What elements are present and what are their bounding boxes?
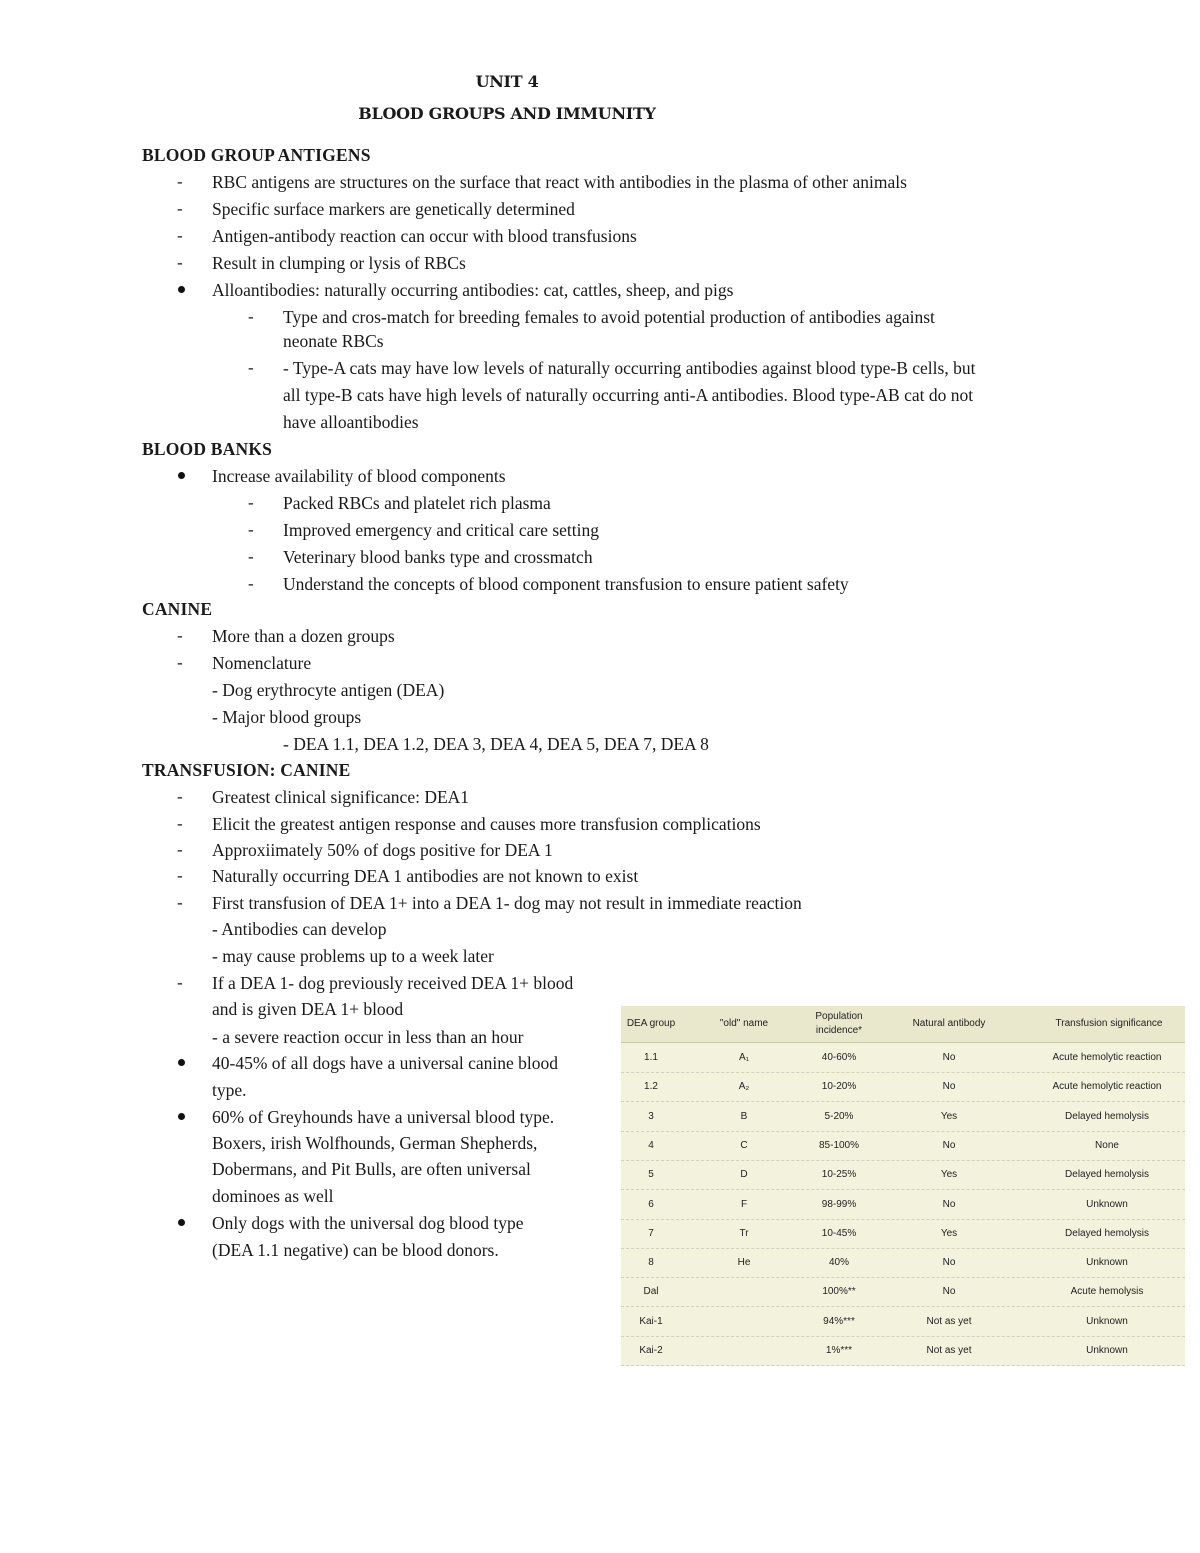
table-cell: Kai-2 — [639, 1345, 663, 1356]
sub-list-item: Packed RBCs and platelet rich plasma — [283, 493, 551, 513]
table-cell — [699, 1336, 789, 1365]
dash-marker: - — [177, 626, 183, 645]
dash-marker: - — [177, 814, 183, 833]
table-cell: Unknown — [1086, 1345, 1128, 1356]
dash-marker: - — [177, 226, 183, 245]
list-item-continued: (DEA 1.1 negative) can be blood donors. — [212, 1240, 499, 1260]
table-row — [621, 1043, 1185, 1073]
table-cell: A₂ — [738, 1081, 750, 1093]
table-row — [621, 1307, 1185, 1337]
dash-marker: - — [248, 520, 254, 539]
table-cell: 94%*** — [823, 1315, 855, 1327]
list-item: Greatest clinical significance: DEA1 — [212, 787, 470, 807]
table-cell: 4 — [648, 1139, 654, 1151]
list-item: Alloantibodies: naturally occurring antibodies: cat, cattles, sheep, and pigs — [212, 280, 734, 300]
table-cell: 10-25% — [821, 1169, 857, 1181]
sub-list-item-continued: neonate RBCs — [283, 331, 384, 351]
table-row — [621, 1102, 1185, 1132]
bullet-marker — [178, 1059, 185, 1066]
list-item-continued: and is given DEA 1+ blood — [212, 999, 404, 1019]
bullet-marker — [178, 1219, 185, 1226]
table-cell: 1.1 — [644, 1052, 658, 1063]
bullet-marker — [178, 472, 185, 479]
table-cell: No — [942, 1052, 956, 1063]
table-cell: 10-20% — [821, 1081, 857, 1093]
table-cell: 3 — [648, 1110, 654, 1122]
table-cell: 5 — [648, 1169, 654, 1181]
list-item-detail: - Antibodies can develop — [212, 919, 387, 939]
dash-marker: - — [177, 653, 183, 672]
dash-marker: - — [177, 866, 183, 885]
list-item-detail: - DEA 1.1, DEA 1.2, DEA 3, DEA 4, DEA 5, DEA 7, DEA 8 — [283, 734, 709, 754]
dash-marker: - — [177, 787, 183, 806]
table-cell: 8 — [648, 1257, 654, 1269]
table-row — [621, 1072, 1185, 1102]
table-cell: 5-20% — [824, 1110, 854, 1122]
list-item-continued: type. — [212, 1080, 247, 1100]
table-row — [621, 1190, 1185, 1220]
table-cell: Unknown — [1086, 1257, 1128, 1269]
list-item-continued: Dobermans, and Pit Bulls, are often universal — [212, 1159, 531, 1179]
list-item: RBC antigens are structures on the surface that react with antibodies in the plasma of other animals — [212, 172, 907, 192]
table-cell: No — [942, 1198, 956, 1210]
dash-marker: - — [177, 253, 183, 272]
table-cell: Not as yet — [926, 1315, 972, 1327]
table-cell: 1.2 — [644, 1081, 658, 1093]
dash-marker: - — [248, 547, 254, 566]
table-cell: 40% — [828, 1257, 849, 1269]
table-cell: Yes — [940, 1169, 958, 1181]
list-item-detail: - Major blood groups — [212, 707, 362, 727]
column-header: "old" name — [719, 1018, 769, 1029]
table-cell: Acute hemolytic reaction — [1052, 1081, 1162, 1093]
list-item-detail: - may cause problems up to a week later — [212, 946, 494, 966]
sub-list-item: - Type-A cats may have low levels of naturally occurring antibodies against blood type-B cells, but — [283, 358, 976, 378]
list-item: Increase availability of blood components — [212, 466, 506, 486]
table-cell: 7 — [648, 1227, 654, 1239]
list-item-continued: dominoes as well — [212, 1186, 334, 1206]
column-header: Population incidence* — [815, 1011, 863, 1036]
list-item: Specific surface markers are genetically determined — [212, 199, 575, 219]
section-heading-antigens: BLOOD GROUP ANTIGENS — [142, 145, 371, 165]
column-header: DEA group — [626, 1018, 676, 1029]
table-cell: Not as yet — [926, 1345, 972, 1356]
table-cell: 85-100% — [818, 1139, 860, 1151]
table-cell: Unknown — [1086, 1315, 1128, 1327]
list-item: Elicit the greatest antigen response and causes more transfusion complications — [212, 814, 761, 834]
table-cell: Yes — [940, 1110, 958, 1122]
sub-list-item-continued: all type-B cats have high levels of naturally occurring anti-A antibodies. Blood type-AB cat do not — [283, 385, 974, 405]
dash-marker: - — [177, 893, 183, 912]
table-row — [621, 1219, 1185, 1249]
list-item: First transfusion of DEA 1+ into a DEA 1- dog may not result in immediate reaction — [212, 893, 802, 913]
table-cell: Yes — [940, 1227, 958, 1239]
table-row — [621, 1160, 1185, 1190]
list-item: If a DEA 1- dog previously received DEA 1+ blood — [212, 973, 574, 993]
table-row — [621, 1248, 1185, 1278]
unit-title: UNIT 4 — [475, 72, 539, 91]
list-item: 40-45% of all dogs have a universal canine blood — [212, 1053, 559, 1073]
table-cell: A₁ — [738, 1052, 750, 1063]
dash-marker: - — [177, 973, 183, 992]
list-item: 60% of Greyhounds have a universal blood type. — [212, 1107, 555, 1127]
dash-marker: - — [177, 172, 183, 191]
dash-marker: - — [177, 199, 183, 218]
table-cell: Kai-1 — [639, 1315, 663, 1327]
table-cell: Tr — [739, 1227, 749, 1239]
list-item-detail: - Dog erythrocyte antigen (DEA) — [212, 680, 445, 700]
list-item-detail: - a severe reaction occur in less than an hour — [212, 1027, 524, 1047]
table-cell: None — [1095, 1139, 1119, 1151]
table-cell: B — [740, 1110, 748, 1122]
table-cell: No — [942, 1257, 956, 1269]
sub-list-item-continued: have alloantibodies — [283, 412, 419, 432]
table-cell: 40-60% — [821, 1052, 857, 1063]
table-cell — [699, 1277, 789, 1306]
section-heading-canine: CANINE — [142, 599, 213, 619]
table-header-row — [621, 1006, 1185, 1043]
section-heading-banks: BLOOD BANKS — [142, 439, 273, 459]
dash-marker: - — [248, 493, 254, 512]
sub-list-item: Understand the concepts of blood component transfusion to ensure patient safety — [283, 574, 849, 594]
table-cell: Unknown — [1086, 1198, 1128, 1210]
table-cell: He — [737, 1257, 751, 1269]
table-cell: F — [740, 1198, 748, 1210]
sub-list-item: Veterinary blood banks type and crossmatch — [283, 547, 593, 567]
list-item: Nomenclature — [212, 653, 312, 673]
dash-marker: - — [248, 574, 254, 593]
list-item: More than a dozen groups — [212, 626, 395, 646]
sub-list-item: Type and cros-match for breeding females to avoid potential production of antibodies against — [283, 307, 935, 327]
table-row — [621, 1131, 1185, 1161]
table-cell: Delayed hemolysis — [1065, 1227, 1149, 1239]
table-cell: Delayed hemolysis — [1065, 1110, 1149, 1122]
list-item: Approxiimately 50% of dogs positive for DEA 1 — [212, 840, 553, 860]
sub-list-item: Improved emergency and critical care setting — [283, 520, 599, 540]
column-header: Transfusion significance — [1055, 1018, 1163, 1029]
table-cell: 10-45% — [821, 1227, 857, 1239]
dash-marker: - — [177, 840, 183, 859]
table-cell — [699, 1307, 789, 1336]
dash-marker: - — [248, 307, 254, 326]
table-cell: 6 — [648, 1198, 654, 1210]
list-item-continued: Boxers, irish Wolfhounds, German Shepherds, — [212, 1133, 538, 1153]
dea-blood-group-table — [621, 1006, 1185, 1366]
list-item: Result in clumping or lysis of RBCs — [212, 253, 466, 273]
table-cell: No — [942, 1081, 956, 1093]
table-row — [621, 1277, 1185, 1307]
document-subtitle: BLOOD GROUPS AND IMMUNITY — [358, 104, 656, 123]
table-cell: Dal — [643, 1286, 659, 1298]
table-row — [621, 1336, 1185, 1366]
table-cell: No — [942, 1139, 956, 1151]
list-item: Naturally occurring DEA 1 antibodies are not known to exist — [212, 866, 639, 886]
dash-marker: - — [248, 358, 254, 377]
list-item: Only dogs with the universal dog blood type — [212, 1213, 524, 1233]
column-header: Natural antibody — [912, 1018, 986, 1029]
table-cell: 1%*** — [825, 1345, 853, 1356]
table-cell: Delayed hemolysis — [1065, 1169, 1149, 1181]
table-cell: D — [740, 1169, 748, 1181]
list-item: Antigen-antibody reaction can occur with blood transfusions — [212, 226, 637, 246]
section-heading-transfusion: TRANSFUSION: CANINE — [142, 760, 351, 780]
table-cell: C — [740, 1139, 748, 1151]
bullet-marker — [178, 286, 185, 293]
table-cell: Acute hemolytic reaction — [1052, 1052, 1162, 1063]
table-cell: 100%** — [822, 1286, 856, 1298]
bullet-marker — [178, 1113, 185, 1120]
table-cell: Acute hemolysis — [1070, 1286, 1144, 1298]
table-cell: No — [942, 1286, 956, 1298]
table-cell: 98-99% — [821, 1198, 857, 1210]
